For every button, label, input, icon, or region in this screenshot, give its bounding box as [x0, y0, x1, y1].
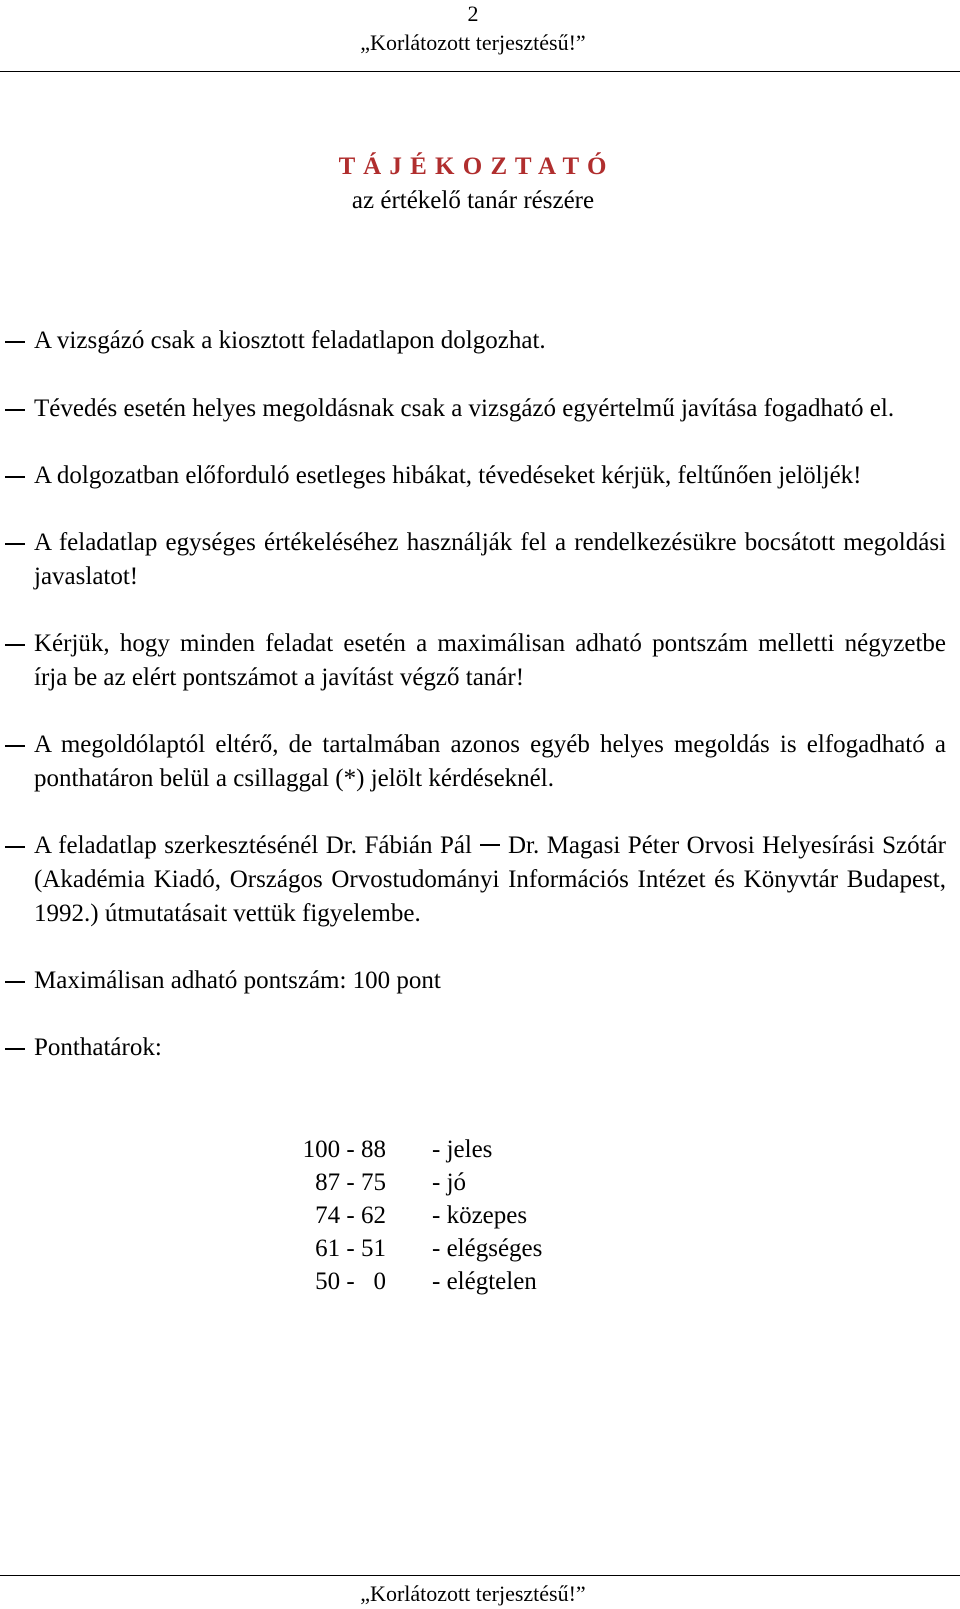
grade-range: 61 - 51	[315, 1235, 386, 1262]
dash-bullet-icon	[5, 476, 25, 478]
footer-rule	[0, 1575, 960, 1576]
document-title: T Á J É K O Z T A T Ó	[338, 153, 608, 180]
instruction-item	[0, 526, 946, 594]
dash-bullet-icon	[5, 644, 25, 646]
dash-bullet-icon	[5, 846, 25, 848]
grade-label: - elégséges	[432, 1235, 543, 1262]
instruction-text: Kérjük, hogy minden feladat esetén a maximálisan adható pontszám melletti négyzetbe írja be az elért pontszámot a javítást végző tanár!	[34, 630, 946, 691]
instruction-item	[0, 1031, 946, 1065]
instruction-text: A dolgozatban előforduló esetleges hibákat, tévedéseket kérjük, feltűnően jelöljék!	[34, 462, 862, 489]
grade-row	[0, 1199, 946, 1232]
instruction-text: Ponthatárok:	[34, 1034, 162, 1061]
grade-thresholds	[0, 1133, 946, 1298]
instruction-item	[0, 324, 946, 358]
dash-bullet-icon	[5, 1048, 25, 1050]
instruction-item	[0, 728, 946, 796]
dash-bullet-icon	[5, 745, 25, 747]
footer-distribution-label: „Korlátozott terjesztésű!”	[360, 1581, 586, 1606]
dash-bullet-icon	[5, 341, 25, 343]
instruction-text-part: Dr. Magasi Péter Orvosi Helyesírási Szótár (Akadémia Kiadó, Országos Orvostudományi Információs Intézet és Könyvtár Budapest, 1992.) útmutatásait vettük figyelembe.	[34, 832, 946, 927]
grade-label: - jó	[432, 1169, 467, 1196]
instruction-text: A megoldólaptól eltérő, de tartalmában azonos egyéb helyes megoldás is elfogadható a ponthatáron belül a csillaggal (*) jelölt kérdéseknél.	[34, 731, 946, 792]
grade-row	[0, 1133, 946, 1166]
instruction-text: Tévedés esetén helyes megoldásnak csak a vizsgázó egyértelmű javítása fogadható el.	[34, 395, 895, 422]
instruction-text: A feladatlap egységes értékeléséhez használják fel a rendelkezésükre bocsátott megoldási javaslatot!	[34, 529, 946, 590]
instruction-list	[0, 324, 946, 1099]
grade-row	[0, 1166, 946, 1199]
grade-label: - közepes	[432, 1202, 528, 1229]
instruction-text-part: A feladatlap szerkesztésénél Dr. Fábián Pál	[34, 832, 472, 859]
grade-row	[0, 1232, 946, 1265]
grade-row	[0, 1265, 946, 1298]
dash-bullet-icon	[5, 543, 25, 545]
document-subtitle: az értékelő tanár részére	[351, 187, 595, 214]
dash-bullet-icon	[5, 981, 25, 983]
grade-range: 74 - 62	[315, 1202, 386, 1229]
instruction-item	[0, 627, 946, 695]
grade-label: - jeles	[432, 1136, 493, 1163]
header-rule	[0, 71, 960, 72]
grade-label: - elégtelen	[432, 1268, 537, 1295]
grade-range: 87 - 75	[315, 1169, 386, 1196]
grade-range: 100 - 88	[302, 1136, 386, 1163]
instruction-text: Maximálisan adható pontszám: 100 pont	[34, 967, 441, 994]
inline-dash-icon	[480, 844, 500, 846]
grade-range: 50 - 0	[315, 1268, 386, 1295]
dash-bullet-icon	[5, 409, 25, 411]
instruction-item	[0, 459, 946, 493]
page-number: 2	[467, 1, 479, 26]
header-distribution-label: „Korlátozott terjesztésű!”	[360, 30, 586, 55]
instruction-item	[0, 829, 946, 931]
instruction-item	[0, 964, 946, 998]
instruction-text: A vizsgázó csak a kiosztott feladatlapon dolgozhat.	[34, 327, 546, 354]
instruction-item	[0, 392, 946, 426]
